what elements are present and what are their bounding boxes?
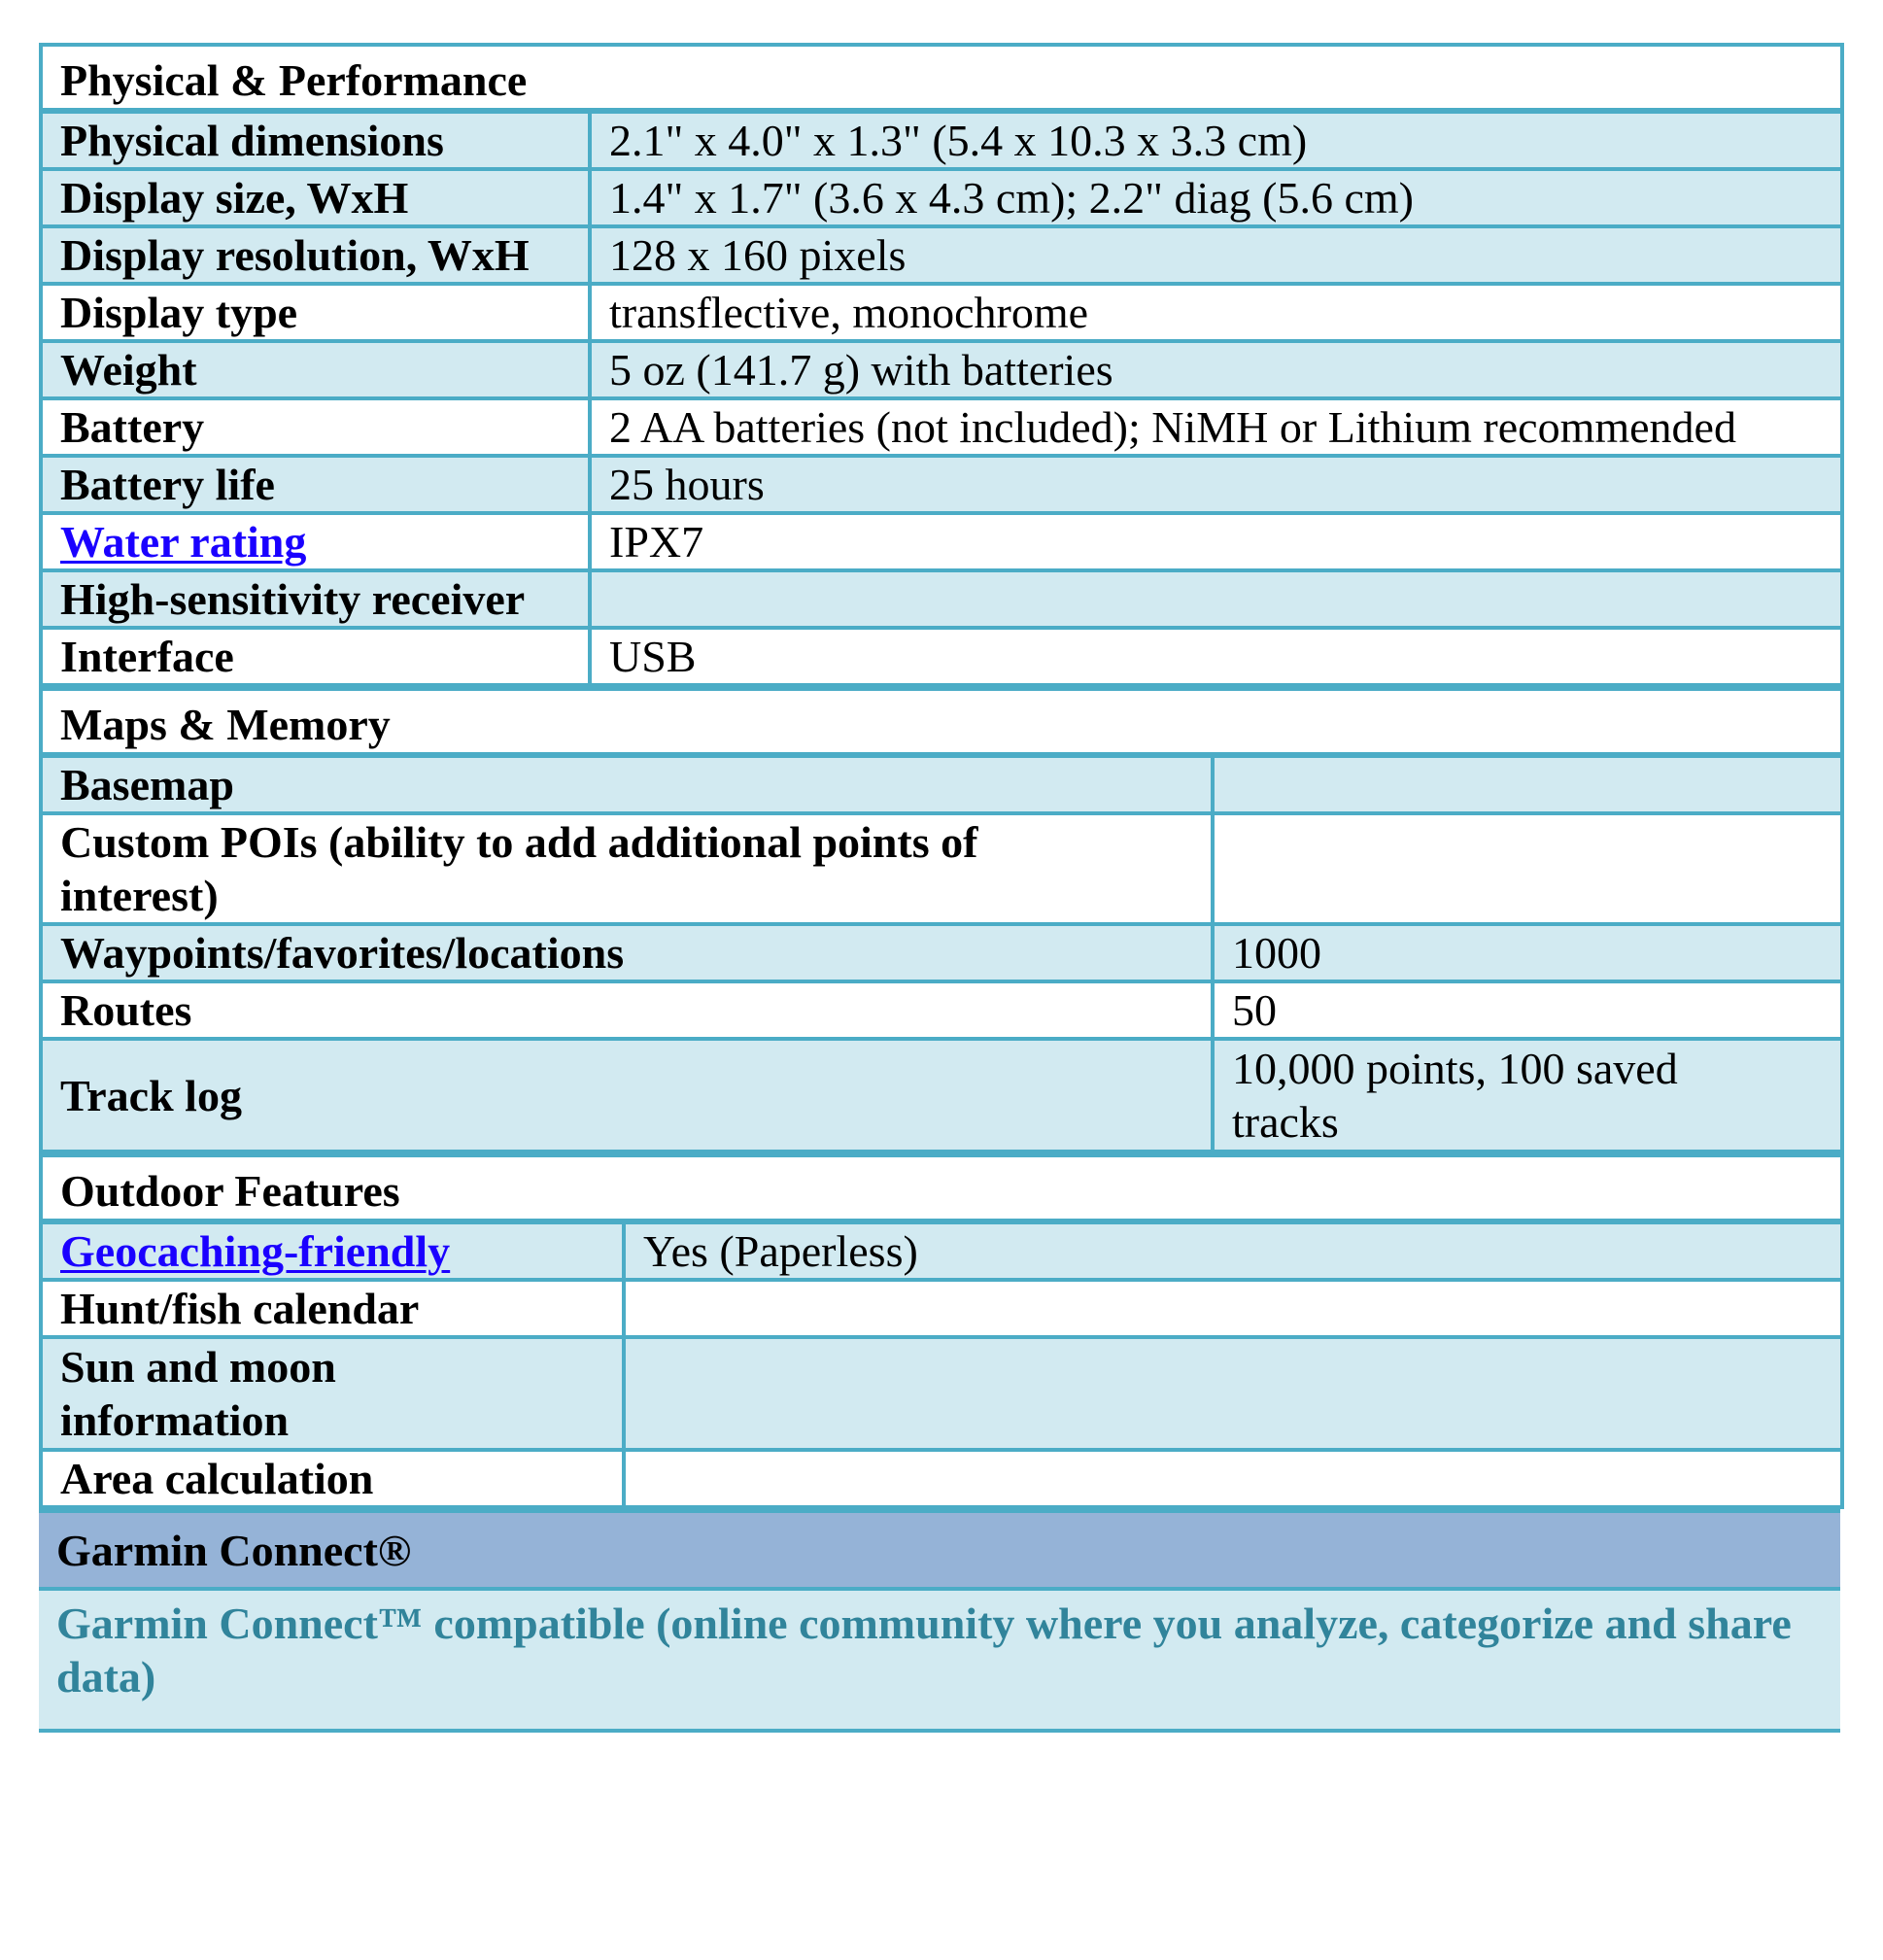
row-value: Yes (Paperless) (624, 1221, 1842, 1280)
row-label: Weight (41, 341, 590, 398)
physical-performance-table (39, 43, 1844, 687)
row-value: 2.1" x 4.0" x 1.3" (5.4 x 10.3 x 3.3 cm) (590, 111, 1842, 169)
table-row (41, 111, 1842, 169)
row-value: transflective, monochrome (590, 284, 1842, 341)
row-value (1213, 813, 1842, 924)
section-title-outdoor: Outdoor Features (41, 1155, 1842, 1221)
row-label: Battery (41, 398, 590, 456)
row-label: Display resolution, WxH (41, 226, 590, 284)
row-label: Custom POIs (ability to add additional points of interest) (41, 813, 1213, 924)
row-value (590, 570, 1842, 628)
table-row (41, 341, 1842, 398)
table-row (41, 813, 1842, 924)
section-title-maps: Maps & Memory (41, 689, 1842, 755)
row-label: Routes (41, 981, 1213, 1039)
row-label: Hunt/fish calendar (41, 1280, 624, 1337)
table-row (41, 398, 1842, 456)
row-value (624, 1450, 1842, 1507)
row-label: Physical dimensions (41, 111, 590, 169)
garmin-connect-table (39, 1509, 1840, 1733)
table-row (41, 628, 1842, 685)
row-label: Area calculation (41, 1450, 624, 1507)
row-label (41, 513, 590, 570)
table-row (41, 1450, 1842, 1507)
spec-sheet (39, 43, 1840, 1733)
row-label: Display type (41, 284, 590, 341)
table-row (41, 1280, 1842, 1337)
table-row (41, 1221, 1842, 1280)
connect-description: Garmin Connect™ compatible (online community where you analyze, categorize and share data) (39, 1589, 1840, 1731)
row-label: High-sensitivity receiver (41, 570, 590, 628)
row-value: 50 (1213, 981, 1842, 1039)
section-title-physical: Physical & Performance (41, 45, 1842, 111)
row-value: IPX7 (590, 513, 1842, 570)
row-value: 25 hours (590, 456, 1842, 513)
row-value: 1.4" x 1.7" (3.6 x 4.3 cm); 2.2" diag (5.6 cm) (590, 169, 1842, 226)
row-value: 1000 (1213, 924, 1842, 981)
row-value: 5 oz (141.7 g) with batteries (590, 341, 1842, 398)
row-label: Interface (41, 628, 590, 685)
maps-memory-table (39, 687, 1844, 1153)
table-row (41, 1039, 1842, 1152)
row-label: Display size, WxH (41, 169, 590, 226)
row-value: 2 AA batteries (not included); NiMH or Lithium recommended (590, 398, 1842, 456)
table-row (41, 169, 1842, 226)
row-value (624, 1337, 1842, 1450)
row-label: Battery life (41, 456, 590, 513)
table-row (41, 1337, 1842, 1450)
row-value (1213, 755, 1842, 813)
table-row (41, 924, 1842, 981)
row-label (41, 1221, 624, 1280)
water-rating-link[interactable]: Water rating (60, 517, 307, 567)
table-row (41, 981, 1842, 1039)
row-value: 128 x 160 pixels (590, 226, 1842, 284)
table-row (41, 226, 1842, 284)
row-value: USB (590, 628, 1842, 685)
table-row (41, 755, 1842, 813)
row-label: Track log (41, 1039, 1213, 1152)
table-row (41, 456, 1842, 513)
outdoor-features-table (39, 1153, 1844, 1509)
row-label: Sun and moon information (41, 1337, 624, 1450)
table-row (41, 284, 1842, 341)
row-label: Waypoints/favorites/locations (41, 924, 1213, 981)
section-title-connect: Garmin Connect® (39, 1511, 1840, 1589)
row-value (624, 1280, 1842, 1337)
row-value: 10,000 points, 100 saved tracks (1213, 1039, 1842, 1152)
table-row (41, 513, 1842, 570)
table-row (41, 570, 1842, 628)
geocaching-link[interactable]: Geocaching-friendly (60, 1226, 451, 1276)
row-label: Basemap (41, 755, 1213, 813)
